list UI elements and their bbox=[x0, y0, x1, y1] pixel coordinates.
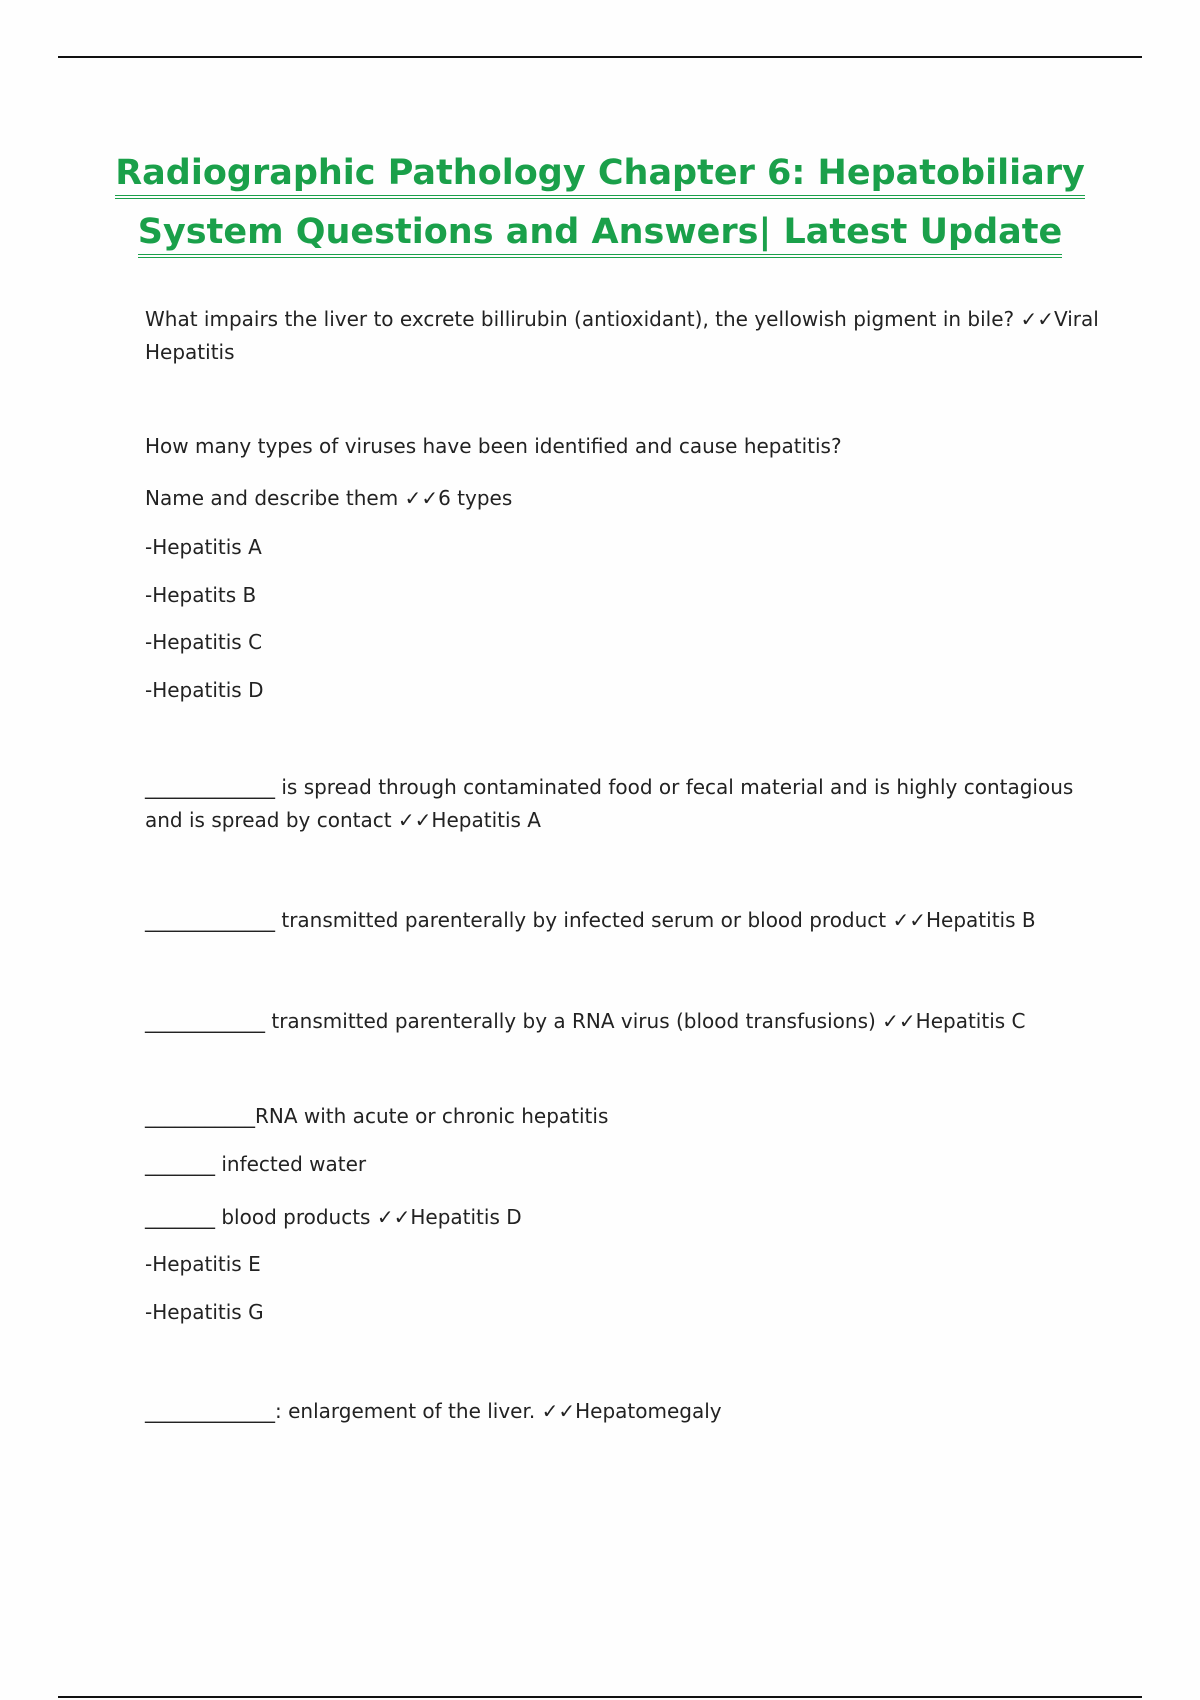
list-item: -Hepatitis A bbox=[145, 535, 262, 559]
list-item: -Hepatitis D bbox=[145, 678, 264, 702]
footer-rule bbox=[58, 1696, 1142, 1698]
question-line: What impairs the liver to excrete billirubin (antioxidant), the yellowish pigment in bile? ✓✓Viral Hepatitis bbox=[145, 307, 1106, 364]
question-line: How many types of viruses have been identified and cause hepatitis? bbox=[145, 434, 842, 458]
list-item: -Hepatitis G bbox=[145, 1300, 264, 1324]
header-rule bbox=[58, 56, 1142, 58]
title-line-1: Radiographic Pathology Chapter 6: Hepatobiliary bbox=[115, 151, 1085, 199]
list-item: -Hepatitis C bbox=[145, 630, 263, 654]
question-line: _____________ is spread through contaminated food or fecal material and is highly contagious and is spread by contact ✓✓Hepatitis A bbox=[145, 775, 1080, 832]
list-item: -Hepatits B bbox=[145, 583, 257, 607]
question-line: ____________ transmitted parenterally by a RNA virus (blood transfusions) ✓✓Hepatitis C bbox=[145, 1009, 1026, 1033]
question-line: _______ infected water bbox=[145, 1152, 367, 1176]
question-line: Name and describe them ✓✓6 types bbox=[145, 486, 513, 510]
title-line-2: System Questions and Answers| Latest Update bbox=[138, 210, 1062, 258]
question-line: _______ blood products ✓✓Hepatitis D bbox=[145, 1205, 522, 1229]
question-line: ___________RNA with acute or chronic hepatitis bbox=[145, 1104, 609, 1128]
question-line: _____________: enlargement of the liver. ✓✓Hepatomegaly bbox=[145, 1399, 722, 1423]
page-title bbox=[100, 146, 1100, 264]
list-item: -Hepatitis E bbox=[145, 1252, 261, 1276]
question-line: _____________ transmitted parenterally by infected serum or blood product ✓✓Hepatitis B bbox=[145, 908, 1036, 932]
